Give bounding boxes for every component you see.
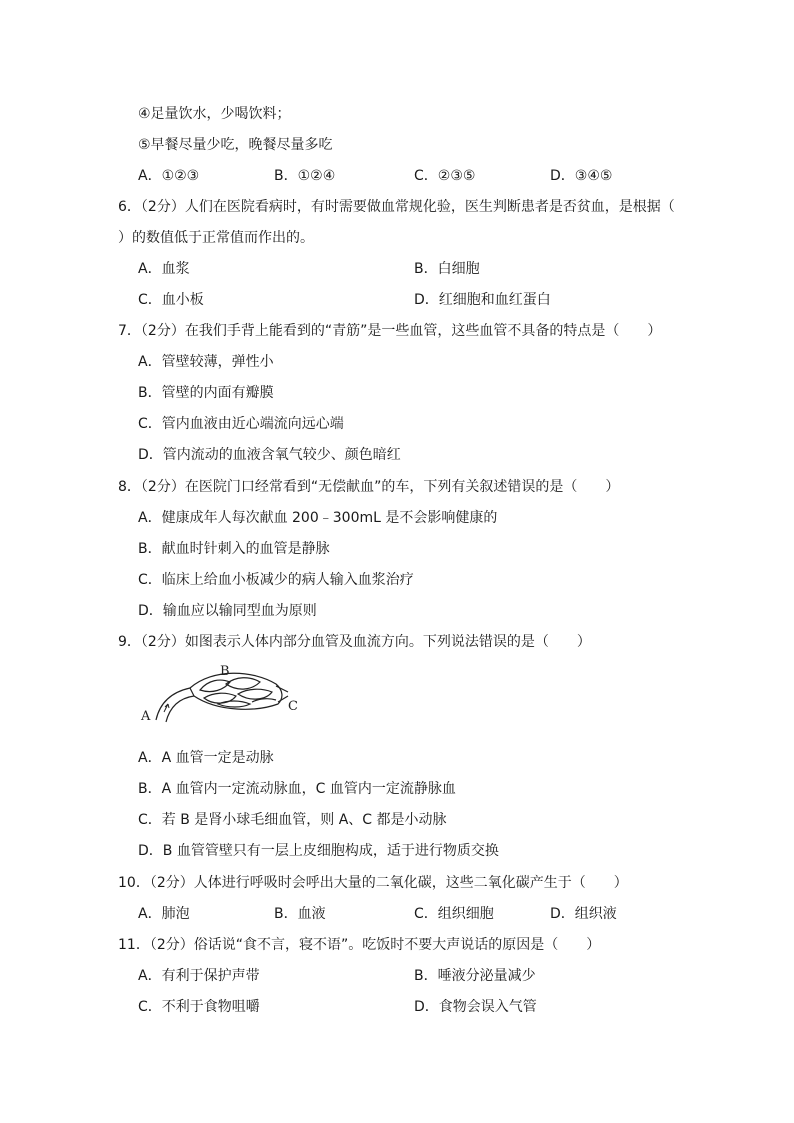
q8-option-d: D．输血应以输同型血为原则 bbox=[138, 603, 317, 619]
blood-vessel-figure bbox=[138, 662, 298, 724]
q6-stem-line1: 6．（2分）人们在医院看病时，有时需要做血常规化验，医生判断患者是否贫血，是根据（ bbox=[118, 199, 675, 215]
q11-option-b: B．唾液分泌量减少 bbox=[414, 968, 536, 984]
q5-option-c: C．②③⑤ bbox=[414, 168, 476, 184]
q7-stem: 7．（2分）在我们手背上能看到的“青筋”是一些血管，这些血管不具备的特点是（ ） bbox=[118, 323, 662, 339]
q9-option-a: A．A 血管一定是动脉 bbox=[138, 750, 274, 766]
figure-label-a: A bbox=[141, 709, 151, 724]
q8-stem: 8．（2分）在医院门口经常看到“无偿献血”的车，下列有关叙述错误的是（ ） bbox=[118, 479, 620, 495]
q6-option-b: B．白细胞 bbox=[414, 261, 480, 277]
q6-option-a: A．血浆 bbox=[138, 261, 190, 277]
q11-option-d: D．食物会误入气管 bbox=[414, 999, 537, 1015]
q10-option-b: B．血液 bbox=[274, 906, 326, 922]
q8-option-c: C．临床上给血小板减少的病人输入血浆治疗 bbox=[138, 572, 414, 588]
vessel-a-path-inner bbox=[166, 696, 194, 722]
q5-item-4: ④足量饮水，少喝饮料； bbox=[138, 106, 291, 122]
q10-option-d: D．组织液 bbox=[550, 906, 617, 922]
q5-item-5: ⑤早餐尽量少吃，晚餐尽量多吃 bbox=[138, 137, 333, 153]
q9-option-d: D．B 血管管壁只有一层上皮细胞构成，适于进行物质交换 bbox=[138, 843, 499, 859]
q11-option-c: C．不利于食物咀嚼 bbox=[138, 999, 260, 1015]
q11-stem: 11．（2分）俗话说“食不言，寝不语”。吃饭时不要大声说话的原因是（ ） bbox=[118, 937, 601, 953]
q7-option-c: C．管内血液由近心端流向远心端 bbox=[138, 416, 344, 432]
figure-label-c: C bbox=[288, 699, 298, 714]
q10-stem: 10．（2分）人体进行呼吸时会呼出大量的二氧化碳，这些二氧化碳产生于（ ） bbox=[118, 875, 628, 891]
q10-option-a: A．肺泡 bbox=[138, 906, 190, 922]
q5-option-b: B．①②④ bbox=[274, 168, 336, 184]
q9-option-c: C．若 B 是肾小球毛细血管，则 A、C 都是小动脉 bbox=[138, 812, 447, 828]
q6-option-c: C．血小板 bbox=[138, 292, 204, 308]
q5-option-a: A．①②③ bbox=[138, 168, 200, 184]
q7-option-a: A．管壁较薄，弹性小 bbox=[138, 354, 274, 370]
q9-option-b: B．A 血管内一定流动脉血，C 血管内一定流静脉血 bbox=[138, 781, 456, 797]
q5-option-d: D．③④⑤ bbox=[550, 168, 613, 184]
vessel-c-path bbox=[276, 686, 288, 692]
q11-option-a: A．有利于保护声带 bbox=[138, 968, 260, 984]
q8-option-b: B．献血时针刺入的血管是静脉 bbox=[138, 541, 330, 557]
capillary-network-diagram bbox=[138, 662, 298, 724]
q8-option-a: A．健康成年人每次献血 200﹣300mL 是不会影响健康的 bbox=[138, 510, 498, 526]
q7-option-b: B．管壁的内面有瓣膜 bbox=[138, 385, 274, 401]
figure-label-b: B bbox=[220, 664, 230, 679]
q6-option-d: D．红细胞和血红蛋白 bbox=[414, 292, 551, 308]
q7-option-d: D．管内流动的血液含氧气较少、颜色暗红 bbox=[138, 447, 401, 463]
q10-option-c: C．组织细胞 bbox=[414, 906, 494, 922]
q9-stem: 9．（2分）如图表示人体内部分血管及血流方向。下列说法错误的是（ ） bbox=[118, 634, 591, 650]
vessel-a-path bbox=[156, 688, 190, 720]
q6-stem-line2: ）的数值低于正常值而作出的。 bbox=[118, 230, 314, 246]
